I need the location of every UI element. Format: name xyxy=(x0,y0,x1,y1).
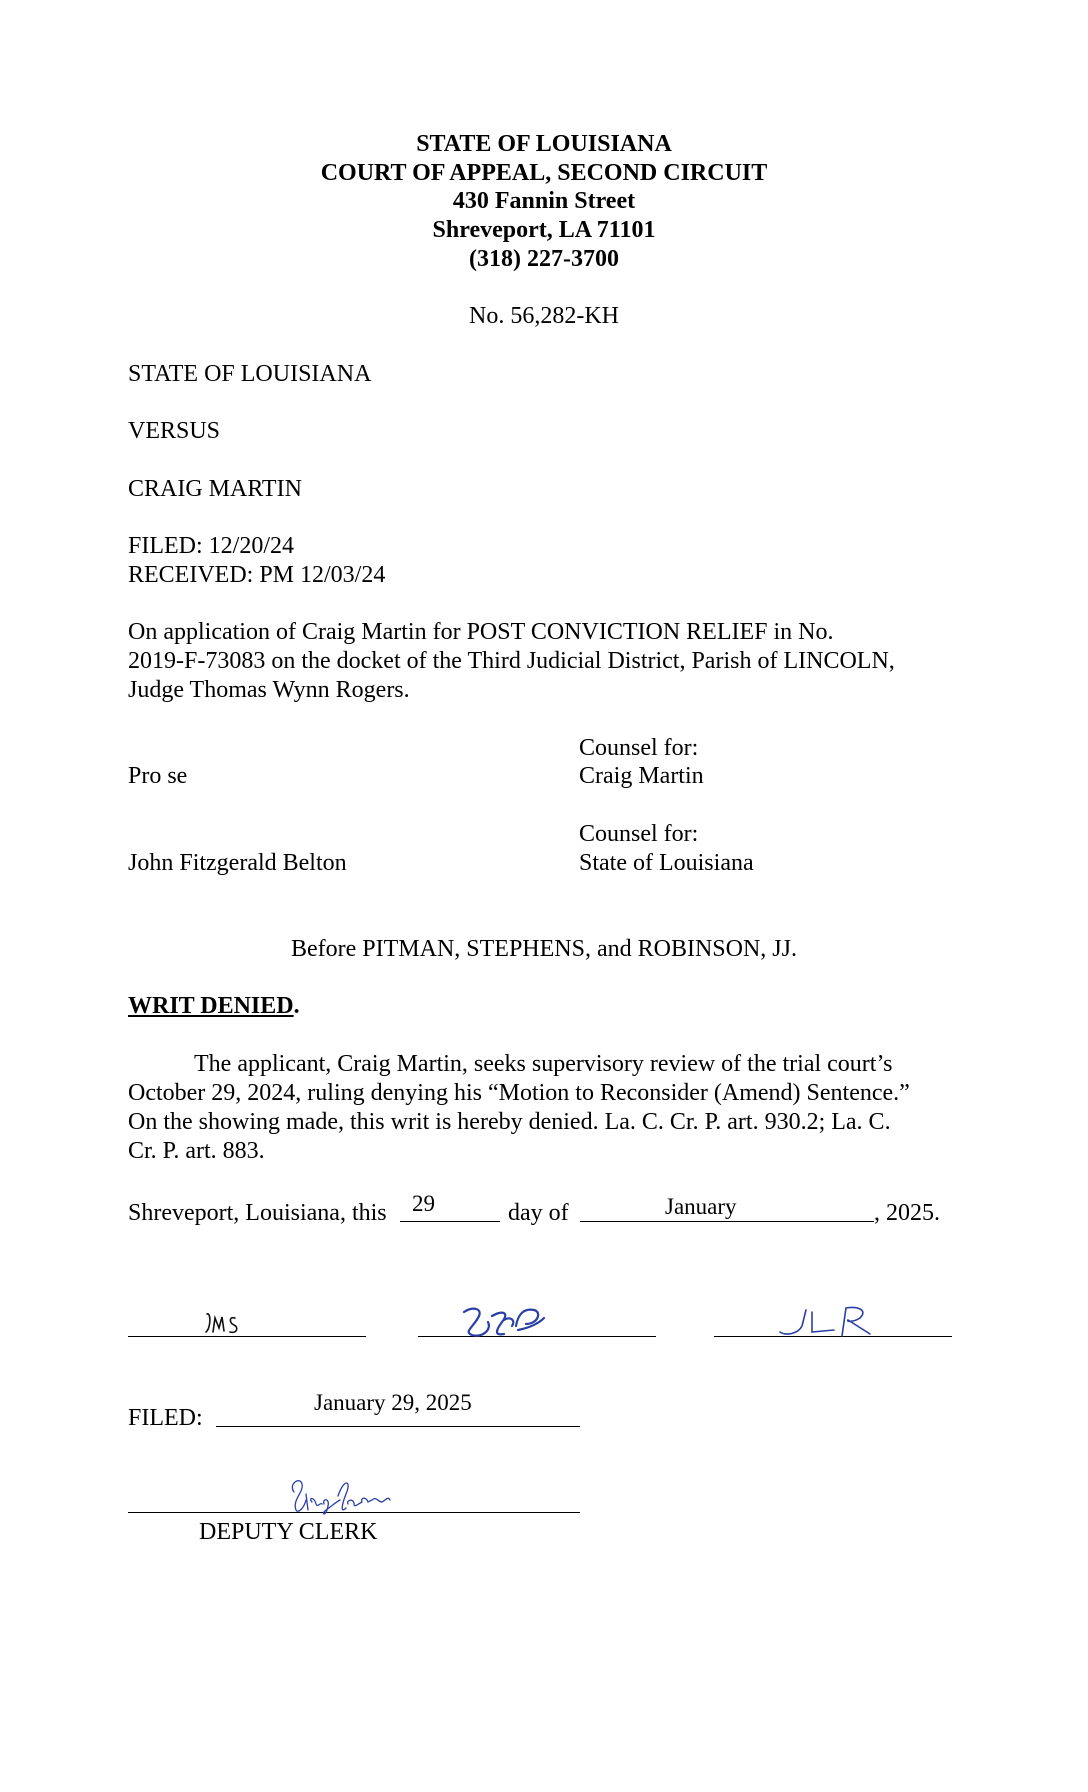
panel-judges: Before PITMAN, STEPHENS, and ROBINSON, JJ. xyxy=(290,936,797,962)
day-blank xyxy=(400,1221,500,1222)
counsel-party: State of Louisiana xyxy=(579,850,754,876)
received-date: RECEIVED: PM 12/03/24 xyxy=(128,562,386,588)
deputy-clerk-signature xyxy=(286,1474,406,1518)
caption-versus: VERSUS xyxy=(128,418,221,444)
month-blank xyxy=(580,1221,874,1222)
date-line-prefix: Shreveport, Louisiana, this xyxy=(128,1200,387,1226)
case-number: No. 56,282-KH xyxy=(469,303,619,329)
ruling-heading-text: WRIT DENIED xyxy=(128,993,294,1019)
date-line-middle: day of xyxy=(508,1200,569,1226)
filed-date-blank xyxy=(216,1426,580,1427)
application-line: On application of Craig Martin for POST CONVICTION RELIEF in No. xyxy=(128,619,834,645)
filed-date: FILED: 12/20/24 xyxy=(128,533,294,559)
ruling-heading xyxy=(128,994,300,1018)
counsel-role: Counsel for: xyxy=(579,821,699,847)
caption-defendant: CRAIG MARTIN xyxy=(128,476,302,502)
date-day-handwritten: 29 xyxy=(412,1191,435,1216)
counsel-name: John Fitzgerald Belton xyxy=(128,850,347,876)
judge-initials-jgp-signature xyxy=(458,1302,558,1342)
application-line: 2019-F-73083 on the docket of the Third Judicial District, Parish of LINCOLN, xyxy=(128,648,895,674)
counsel-role: Counsel for: xyxy=(579,735,699,761)
court-street: 430 Fannin Street xyxy=(452,188,636,214)
ruling-body-line: The applicant, Craig Martin, seeks supervisory review of the trial court’s xyxy=(194,1051,893,1077)
ruling-heading-punct: . xyxy=(293,993,300,1019)
judge-initials-jlr-signature xyxy=(776,1304,886,1340)
court-city: Shreveport, LA 71101 xyxy=(432,217,656,243)
filed-label: FILED: xyxy=(128,1405,203,1431)
ruling-body-line: Cr. P. art. 883. xyxy=(128,1138,265,1164)
court-name-state: STATE OF LOUISIANA xyxy=(416,131,672,157)
date-month-handwritten: January xyxy=(665,1194,737,1219)
counsel-name: Pro se xyxy=(128,763,188,789)
application-line: Judge Thomas Wynn Rogers. xyxy=(128,677,410,703)
judge-initials-jms-signature xyxy=(203,1308,263,1338)
ruling-body-line: On the showing made, this writ is hereby denied. La. C. Cr. P. art. 930.2; La. C. xyxy=(128,1109,891,1135)
date-line-year: , 2025. xyxy=(874,1200,940,1226)
court-phone: (318) 227-3700 xyxy=(469,246,619,272)
deputy-clerk-title: DEPUTY CLERK xyxy=(199,1519,378,1545)
ruling-body-line: October 29, 2024, ruling denying his “Motion to Reconsider (Amend) Sentence.” xyxy=(128,1080,910,1106)
filed-date-handwritten: January 29, 2025 xyxy=(314,1390,472,1415)
counsel-party: Craig Martin xyxy=(579,763,704,789)
caption-plaintiff: STATE OF LOUISIANA xyxy=(128,361,372,387)
court-name: COURT OF APPEAL, SECOND CIRCUIT xyxy=(320,160,768,186)
